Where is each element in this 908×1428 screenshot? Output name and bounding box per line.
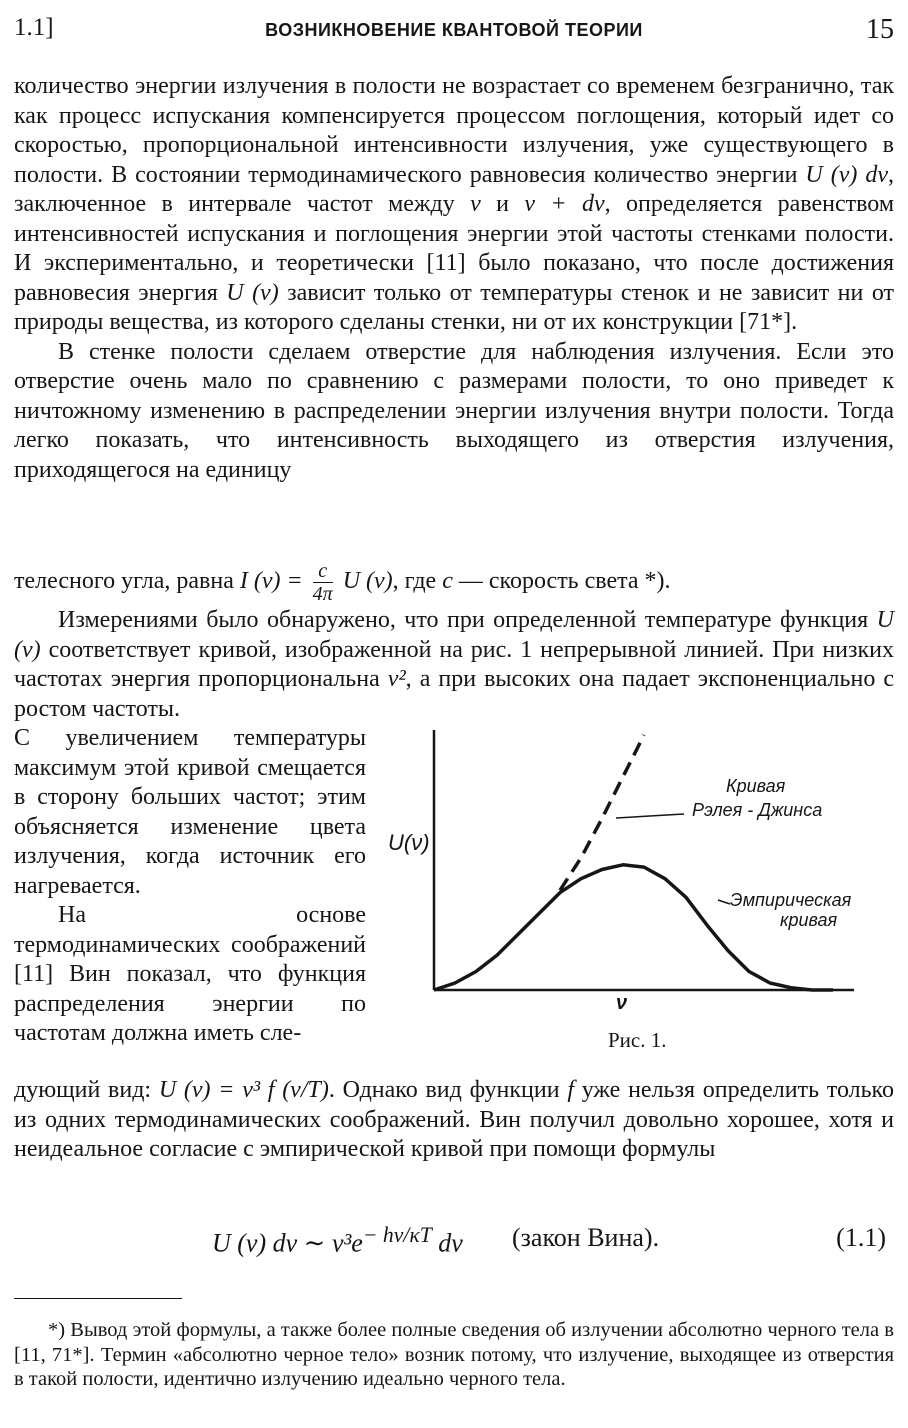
math-inline: U (ν)	[226, 279, 279, 306]
math-inline: ν	[470, 191, 481, 217]
fraction: $\frac{c}{4\pi}$	[312, 560, 333, 605]
paragraph-4: С увеличением температуры максимум этой кривой смещается в сторону больших частот; этим объясняется изменение цвета излучения, когда источник его нагревается.	[14, 725, 366, 899]
y-axis-label: U(ν)	[388, 830, 430, 855]
rayleigh-jeans-label-line2: Рэлея - Джинса	[692, 800, 823, 820]
wien-law-formula: U (ν) dν ∼ $\nu^3e^{- h\nu/\kappa T}$ dν	[212, 1223, 463, 1258]
rayleigh-jeans-label-line1: Кривая	[726, 776, 786, 796]
footnote	[14, 1318, 894, 1392]
empirical-leader	[718, 900, 730, 904]
rayleigh-jeans-leader	[616, 814, 684, 818]
empirical-label-line1: Эмпирическая	[730, 890, 852, 910]
text-block-2	[14, 606, 894, 724]
paragraph-2: В стенке полости сделаем отверстие для наблюдения излучения. Если это отверстие очень мало по сравнению с размерами полости, то оно приведет к ничтожному изменению в распределении энергии излучения внутри полости. Тогда легко показать, что интенсивность выходящего из отверстия излучения, приходящегося на единицу	[14, 338, 894, 483]
running-header	[14, 10, 894, 46]
empirical-curve	[434, 865, 833, 990]
text-column-beside-figure	[14, 724, 366, 1049]
chart-svg	[380, 730, 880, 1030]
footnote-divider	[14, 1298, 182, 1299]
paragraph-6: дующий вид: U (ν) = ν³ f (ν/T). Однако вид функции f уже нельзя определить только из одних термодинамических соображений. Вин получил довольно хорошее, хотя и неидеальное согласие с эмпирической кривой при помощи формулы	[14, 1077, 894, 1162]
equation-number: (1.1)	[836, 1223, 886, 1252]
paragraph-1: количество энергии излучения в полости не возрастает со временем безгранично, так как процесс испускания компенсируется процессом поглощения, который идет со скоростью, пропорциональной интенсивности излучения, уже существующего в полости. В состоянии термодинамического равновесия количество энергии U (ν) dν, заключенное в интервале частот между ν и ν + dν, определяется равенством интенсивностей испускания и поглощения энергии этой частоты стенками полости. И экспериментально, и теоретически [11] было показано, что после достижения равновесия энергия U (ν) зависит только от температуры стенок и не зависит ни от природы вещества, из которого сделаны стенки, ни от их конструкции [71*].	[14, 73, 895, 335]
chapter-title: ВОЗНИКНОВЕНИЕ КВАНТОВОЙ ТЕОРИИ	[265, 20, 643, 40]
paragraph-5: На основе термодинамических соображений [11] Вин показал, что функция распределения энергии по частотам должна иметь сле-	[14, 902, 366, 1046]
figure-caption: Рис. 1.	[608, 1028, 667, 1052]
intensity-formula-line: телесного угла, равна I (ν) = $\frac{c}{4\pi}$ U (ν), где c — скорость света *).	[14, 560, 671, 605]
equation-name: (закон Вина).	[512, 1223, 660, 1252]
math-inline: U (ν) dν	[805, 161, 888, 188]
math-inline: ν + dν	[524, 191, 605, 217]
page-number: 15	[866, 14, 894, 45]
empirical-label-line2: кривая	[780, 910, 838, 930]
x-axis-label: ν	[616, 992, 628, 1014]
figure-1	[380, 730, 880, 1060]
text-block-3	[14, 1076, 894, 1165]
text-block-1	[14, 72, 894, 485]
footnote-text: *) Вывод этой формулы, а также более полные сведения об излучении абсолютно черного тела в [11, 71*]. Термин «абсолютно черное тело» возник потому, что излучение, выходящее из отверстия в такой полости, идентично излучению идеально черного тела.	[14, 1319, 894, 1390]
section-number: 1.1]	[14, 14, 54, 41]
paragraph-3: Измерениями было обнаружено, что при определенной температуре функция U (ν) соответствует кривой, изображенной на рис. 1 непрерывной линией. При низких частотах энергия пропорциональна ν², а при высоких она падает экспоненциально с ростом частоты.	[14, 607, 895, 722]
